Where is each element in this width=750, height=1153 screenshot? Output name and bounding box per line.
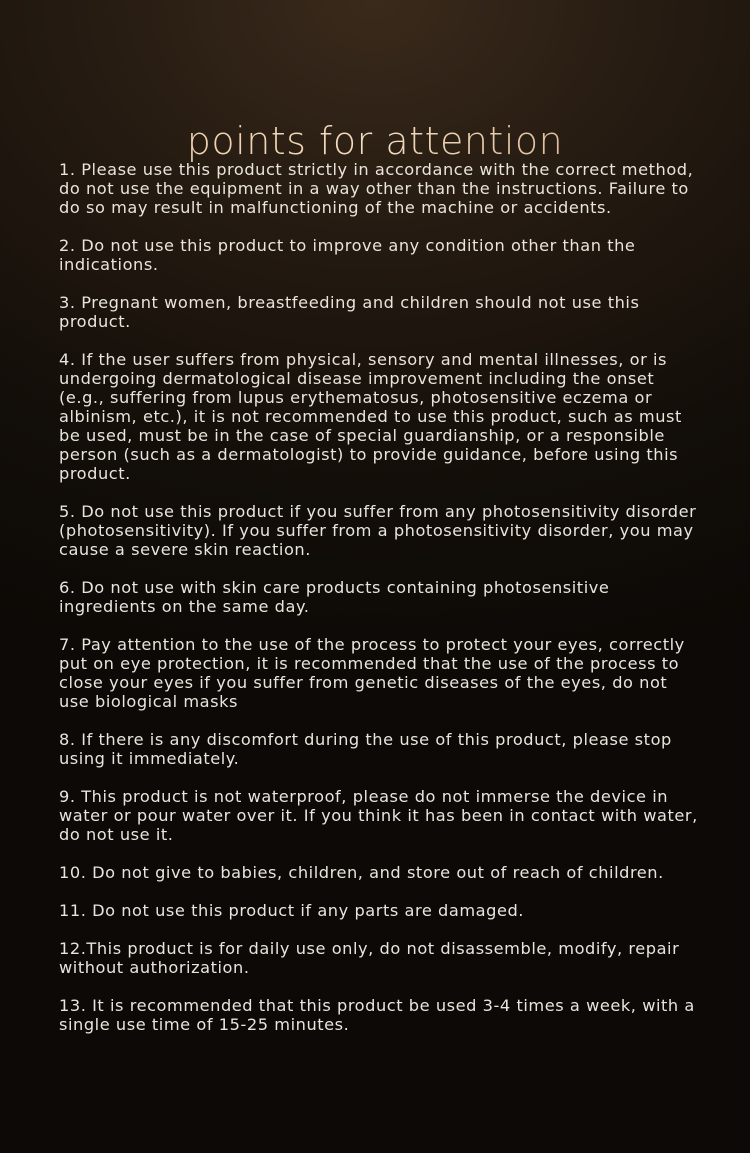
note-item: 6. Do not use with skin care products containing photosensitive ingredients on the same day. bbox=[59, 578, 610, 616]
note-item: 13. It is recommended that this product be used 3-4 times a week, with a single use time of 15-25 minutes. bbox=[59, 996, 695, 1034]
note-item: 11. Do not use this product if any parts are damaged. bbox=[59, 901, 524, 920]
note-item: 4. If the user suffers from physical, sensory and mental illnesses, or is undergoing dermatological disease improvement including the onset (e.g., suffering from lupus erythematosus, photosensitive eczema or albinism, etc.), it is not recommended to use this product, such as must be used, must be in the case of special guardianship, or a responsible person (such as a dermatologist) to provide guidance, before using this product. bbox=[59, 350, 682, 483]
note-item: 10. Do not give to babies, children, and store out of reach of children. bbox=[59, 863, 664, 882]
note-item: 5. Do not use this product if you suffer from any photosensitivity disorder (photosensitivity). If you suffer from a photosensitivity disorder, you may cause a severe skin reaction. bbox=[59, 502, 697, 559]
note-item: 12.This product is for daily use only, do not disassemble, modify, repair without authorization. bbox=[59, 939, 680, 977]
note-item: 7. Pay attention to the use of the process to protect your eyes, correctly put on eye protection, it is recommended that the use of the process to close your eyes if you suffer from genetic diseases of the eyes, do not use biological masks bbox=[59, 635, 685, 711]
note-item: 1. Please use this product strictly in accordance with the correct method, do not use the equipment in a way other than the instructions. Failure to do so may result in malfunctioning of the machine or accidents. bbox=[59, 160, 694, 217]
note-item: 3. Pregnant women, breastfeeding and children should not use this product. bbox=[59, 293, 640, 331]
page-title: points for attention bbox=[0, 113, 750, 169]
notes-list bbox=[59, 160, 699, 1053]
note-item: 9. This product is not waterproof, please do not immerse the device in water or pour water over it. If you think it has been in contact with water, do not use it. bbox=[59, 787, 698, 844]
note-item: 8. If there is any discomfort during the use of this product, please stop using it immediately. bbox=[59, 730, 672, 768]
note-item: 2. Do not use this product to improve any condition other than the indications. bbox=[59, 236, 636, 274]
